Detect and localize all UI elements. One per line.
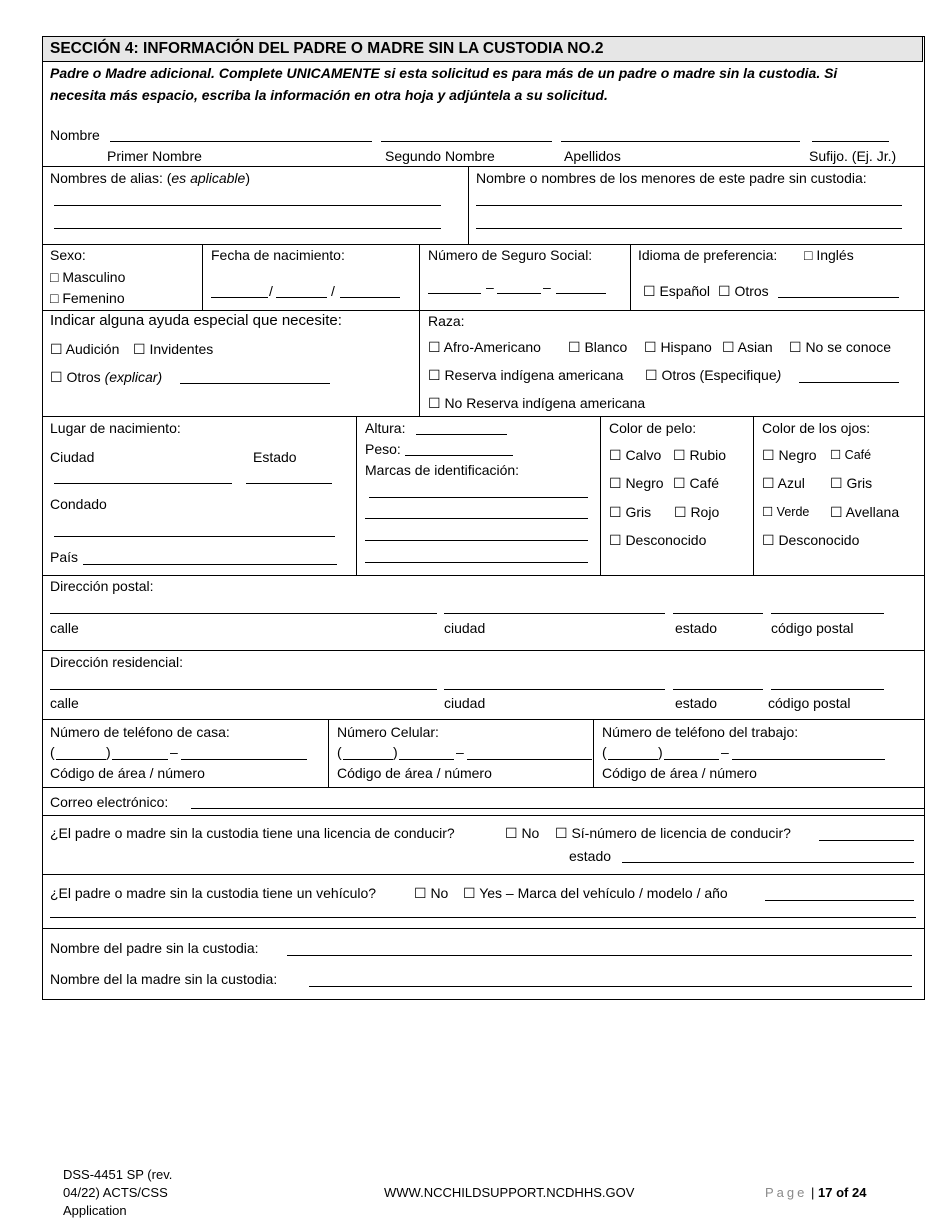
home-phone-caption: Código de área / número bbox=[50, 765, 205, 781]
middle-name-caption: Segundo Nombre bbox=[385, 148, 495, 164]
mailing-city-caption: ciudad bbox=[444, 620, 486, 636]
mailing-zip-caption: código postal bbox=[771, 620, 854, 636]
marks-field-3[interactable] bbox=[365, 540, 588, 541]
license-no-checkbox[interactable]: ☐ No bbox=[505, 825, 540, 841]
divider bbox=[42, 244, 925, 245]
cell-phone-paren-close: ) bbox=[393, 744, 398, 760]
race-no-reserve-checkbox[interactable]: ☐ No Reserva indígena americana bbox=[428, 395, 646, 411]
first-name-field[interactable] bbox=[110, 141, 372, 142]
marks-field-2[interactable] bbox=[365, 518, 588, 519]
help-hearing-checkbox[interactable]: ☐ Audición bbox=[50, 341, 120, 357]
birth-day-field[interactable] bbox=[276, 297, 327, 298]
divider bbox=[753, 416, 754, 575]
father-name-field[interactable] bbox=[287, 955, 912, 956]
hair-black-checkbox[interactable]: ☐ Negro bbox=[609, 475, 664, 491]
divider bbox=[42, 815, 925, 816]
license-question: ¿El padre o madre sin la custodia tiene una licencia de conducir? bbox=[50, 825, 455, 841]
vehicle-yes-checkbox[interactable]: ☐ Yes – Marca del vehículo / modelo / año bbox=[463, 885, 728, 901]
website-link[interactable]: WWW.NCCHILDSUPPORT.NCDHHS.GOV bbox=[384, 1185, 635, 1200]
birthplace-country-label: País bbox=[50, 549, 79, 565]
divider bbox=[328, 719, 329, 787]
work-phone-prefix-field[interactable] bbox=[664, 759, 719, 760]
first-name-caption: Primer Nombre bbox=[107, 148, 202, 164]
divider bbox=[468, 166, 469, 244]
divider bbox=[42, 719, 925, 720]
mailing-street-field[interactable] bbox=[50, 613, 437, 614]
hair-red-checkbox[interactable]: ☐ Rojo bbox=[674, 504, 720, 520]
hair-blond-checkbox[interactable]: ☐ Rubio bbox=[673, 447, 727, 463]
race-label: Raza: bbox=[428, 313, 465, 329]
marks-label: Marcas de identificación: bbox=[365, 462, 520, 478]
birthplace-state-label: Estado bbox=[253, 449, 297, 465]
race-asian-checkbox[interactable]: ☐ Asian bbox=[722, 339, 773, 355]
hair-gray-checkbox[interactable]: ☐ Gris bbox=[609, 504, 652, 520]
work-phone-paren-open: ( bbox=[602, 744, 607, 760]
hair-brown-checkbox[interactable]: ☐ Café bbox=[673, 475, 720, 491]
license-yes-checkbox[interactable]: ☐ Sí-número de licencia de conducir? bbox=[555, 825, 791, 841]
weight-field[interactable] bbox=[405, 455, 513, 456]
hair-unknown-checkbox[interactable]: ☐ Desconocido bbox=[609, 532, 707, 548]
children-field-1[interactable] bbox=[476, 205, 902, 206]
email-label: Correo electrónico: bbox=[50, 794, 169, 810]
height-field[interactable] bbox=[416, 434, 507, 435]
mother-name-field[interactable] bbox=[309, 986, 912, 987]
divider bbox=[42, 874, 925, 875]
eye-unknown-checkbox[interactable]: ☐ Desconocido bbox=[762, 532, 860, 548]
race-afro-checkbox[interactable]: ☐ Afro-Americano bbox=[428, 339, 541, 355]
vehicle-details-field[interactable] bbox=[765, 900, 914, 901]
work-phone-line-field[interactable] bbox=[732, 759, 885, 760]
children-field-2[interactable] bbox=[476, 228, 902, 229]
work-phone-dash: – bbox=[721, 744, 729, 760]
cell-phone-caption: Código de área / número bbox=[337, 765, 492, 781]
race-reserve-checkbox[interactable]: ☐ Reserva indígena americana bbox=[428, 367, 624, 383]
ssn-part-2-field[interactable] bbox=[497, 293, 541, 294]
home-phone-dash: – bbox=[170, 744, 178, 760]
help-blind-checkbox[interactable]: ☐ Invidentes bbox=[133, 341, 214, 357]
sex-label: Sexo: bbox=[50, 247, 86, 263]
mailing-zip-field[interactable] bbox=[771, 613, 884, 614]
home-phone-paren-open: ( bbox=[50, 744, 55, 760]
mailing-state-field[interactable] bbox=[673, 613, 763, 614]
help-other-checkbox[interactable]: ☐ Otros (explicar) bbox=[50, 369, 163, 385]
vehicle-no-checkbox[interactable]: ☐ No bbox=[414, 885, 449, 901]
form-id-line-3: Application bbox=[63, 1203, 127, 1218]
residential-state-caption: estado bbox=[675, 695, 718, 711]
residential-street-caption: calle bbox=[50, 695, 79, 711]
eye-green-checkbox[interactable]: ☐ Verde bbox=[762, 505, 810, 519]
home-phone-area-field[interactable] bbox=[56, 759, 106, 760]
divider bbox=[630, 244, 631, 310]
cell-phone-area-field[interactable] bbox=[343, 759, 393, 760]
divider bbox=[42, 650, 925, 651]
cell-phone-dash: – bbox=[456, 744, 464, 760]
cell-phone-prefix-field[interactable] bbox=[399, 759, 454, 760]
divider bbox=[600, 416, 601, 575]
marks-field-4[interactable] bbox=[365, 562, 588, 563]
home-phone-prefix-field[interactable] bbox=[112, 759, 168, 760]
mailing-city-field[interactable] bbox=[444, 613, 665, 614]
vehicle-details-field-2[interactable] bbox=[50, 917, 916, 918]
work-phone-paren-close: ) bbox=[658, 744, 663, 760]
birthplace-state-field[interactable] bbox=[246, 483, 332, 484]
birth-date-label: Fecha de nacimiento: bbox=[211, 247, 345, 263]
ssn-part-1-field[interactable] bbox=[428, 293, 481, 294]
home-phone-paren-close: ) bbox=[106, 744, 111, 760]
residential-city-caption: ciudad bbox=[444, 695, 486, 711]
help-other-field[interactable] bbox=[180, 383, 330, 384]
work-phone-area-field[interactable] bbox=[608, 759, 658, 760]
race-other-field[interactable] bbox=[799, 382, 899, 383]
mailing-state-caption: estado bbox=[675, 620, 718, 636]
birthplace-city-label: Ciudad bbox=[50, 449, 95, 465]
residential-city-field[interactable] bbox=[444, 689, 665, 690]
language-other-checkbox[interactable]: ☐ Otros bbox=[718, 283, 769, 299]
sex-female-checkbox[interactable]: □ Femenino bbox=[50, 290, 125, 306]
license-state-field[interactable] bbox=[622, 862, 914, 863]
last-name-caption: Apellidos bbox=[564, 148, 621, 164]
mother-name-label: Nombre del la madre sin la custodia: bbox=[50, 971, 278, 987]
instructions-line-2: necesita más espacio, escriba la información en otra hoja y adjúntela a su solicitud. bbox=[50, 87, 608, 103]
residential-zip-field[interactable] bbox=[771, 689, 884, 690]
email-field[interactable] bbox=[191, 808, 925, 809]
birthplace-county-label: Condado bbox=[50, 496, 107, 512]
cell-phone-paren-open: ( bbox=[337, 744, 342, 760]
eye-black-checkbox[interactable]: ☐ Negro bbox=[762, 447, 817, 463]
weight-label: Peso: bbox=[365, 441, 401, 457]
hair-color-label: Color de pelo: bbox=[609, 420, 697, 436]
hair-bald-checkbox[interactable]: ☐ Calvo bbox=[609, 447, 662, 463]
home-phone-line-field[interactable] bbox=[181, 759, 307, 760]
alias-field-1[interactable] bbox=[54, 205, 441, 206]
race-white-checkbox[interactable]: ☐ Blanco bbox=[568, 339, 628, 355]
license-number-field[interactable] bbox=[819, 840, 914, 841]
height-label: Altura: bbox=[365, 420, 406, 436]
language-english-checkbox[interactable]: □ Inglés bbox=[804, 247, 854, 263]
alias-field-2[interactable] bbox=[54, 228, 441, 229]
birth-sep-2: / bbox=[331, 283, 335, 299]
middle-name-field[interactable] bbox=[381, 141, 552, 142]
birthplace-city-field[interactable] bbox=[54, 483, 232, 484]
birthplace-country-field[interactable] bbox=[83, 564, 337, 565]
divider bbox=[42, 575, 925, 576]
language-spanish-checkbox[interactable]: ☐ Español bbox=[643, 283, 711, 299]
language-other-field[interactable] bbox=[778, 297, 899, 298]
eye-gray-checkbox[interactable]: ☐ Gris bbox=[830, 475, 873, 491]
divider bbox=[42, 928, 925, 929]
birth-month-field[interactable] bbox=[211, 297, 268, 298]
divider bbox=[42, 416, 925, 417]
divider bbox=[42, 787, 925, 788]
cell-phone-line-field[interactable] bbox=[467, 759, 592, 760]
divider bbox=[42, 166, 925, 167]
birth-sep-1: / bbox=[269, 283, 273, 299]
birth-year-field[interactable] bbox=[340, 297, 400, 298]
divider bbox=[419, 244, 420, 416]
page-indicator: Page | 17 of 24 bbox=[765, 1185, 867, 1200]
form-id-line-2: 04/22) ACTS/CSS bbox=[63, 1185, 168, 1200]
license-state-label: estado bbox=[569, 848, 612, 864]
last-name-field[interactable] bbox=[561, 141, 800, 142]
suffix-caption: Sufijo. (Ej. Jr.) bbox=[809, 148, 897, 164]
ssn-dash-2: – bbox=[543, 279, 551, 295]
marks-field-1[interactable] bbox=[369, 497, 588, 498]
vehicle-question: ¿El padre o madre sin la custodia tiene un vehículo? bbox=[50, 885, 377, 901]
race-hispanic-checkbox[interactable]: ☐ Hispano bbox=[644, 339, 712, 355]
residential-zip-caption: código postal bbox=[768, 695, 851, 711]
work-phone-label: Número de teléfono del trabajo: bbox=[602, 724, 799, 740]
cell-phone-label: Número Celular: bbox=[337, 724, 439, 740]
divider bbox=[356, 416, 357, 575]
mailing-address-label: Dirección postal: bbox=[50, 578, 154, 594]
divider bbox=[42, 310, 925, 311]
name-label: Nombre bbox=[50, 127, 100, 143]
section-title: SECCIÓN 4: INFORMACIÓN DEL PADRE O MADRE SIN LA CUSTODIA NO.2 bbox=[50, 40, 604, 57]
eye-hazel-checkbox[interactable]: ☐ Avellana bbox=[830, 504, 900, 520]
eye-blue-checkbox[interactable]: ☐ Azul bbox=[762, 475, 805, 491]
ssn-part-3-field[interactable] bbox=[556, 293, 606, 294]
race-unknown-checkbox[interactable]: ☐ No se conoce bbox=[789, 339, 892, 355]
father-name-label: Nombre del padre sin la custodia: bbox=[50, 940, 259, 956]
divider bbox=[202, 244, 203, 310]
form-id-line-1: DSS-4451 SP (rev. bbox=[63, 1167, 173, 1182]
alias-label: Nombres de alias: (es aplicable) bbox=[50, 170, 250, 186]
children-label: Nombre o nombres de los menores de este padre sin custodia: bbox=[476, 170, 867, 186]
residential-state-field[interactable] bbox=[673, 689, 763, 690]
work-phone-caption: Código de área / número bbox=[602, 765, 757, 781]
special-help-label: Indicar alguna ayuda especial que necesite: bbox=[50, 312, 342, 329]
race-other-checkbox[interactable]: ☐ Otros (Especifique) bbox=[645, 367, 782, 383]
residential-street-field[interactable] bbox=[50, 689, 437, 690]
eye-color-label: Color de los ojos: bbox=[762, 420, 871, 436]
birthplace-label: Lugar de nacimiento: bbox=[50, 420, 181, 436]
birthplace-county-field[interactable] bbox=[54, 536, 335, 537]
language-label: Idioma de preferencia: bbox=[638, 247, 778, 263]
instructions-line-1: Padre o Madre adicional. Complete UNICAMENTE si esta solicitud es para más de un padre o madre sin la custodia. Si bbox=[50, 65, 838, 81]
mailing-street-caption: calle bbox=[50, 620, 79, 636]
sex-male-checkbox[interactable]: □ Masculino bbox=[50, 269, 126, 285]
home-phone-label: Número de teléfono de casa: bbox=[50, 724, 230, 740]
ssn-label: Número de Seguro Social: bbox=[428, 247, 593, 263]
residential-address-label: Dirección residencial: bbox=[50, 654, 184, 670]
divider bbox=[593, 719, 594, 787]
eye-brown-checkbox[interactable]: ☐ Café bbox=[830, 448, 872, 462]
suffix-field[interactable] bbox=[812, 141, 889, 142]
ssn-dash-1: – bbox=[486, 279, 494, 295]
